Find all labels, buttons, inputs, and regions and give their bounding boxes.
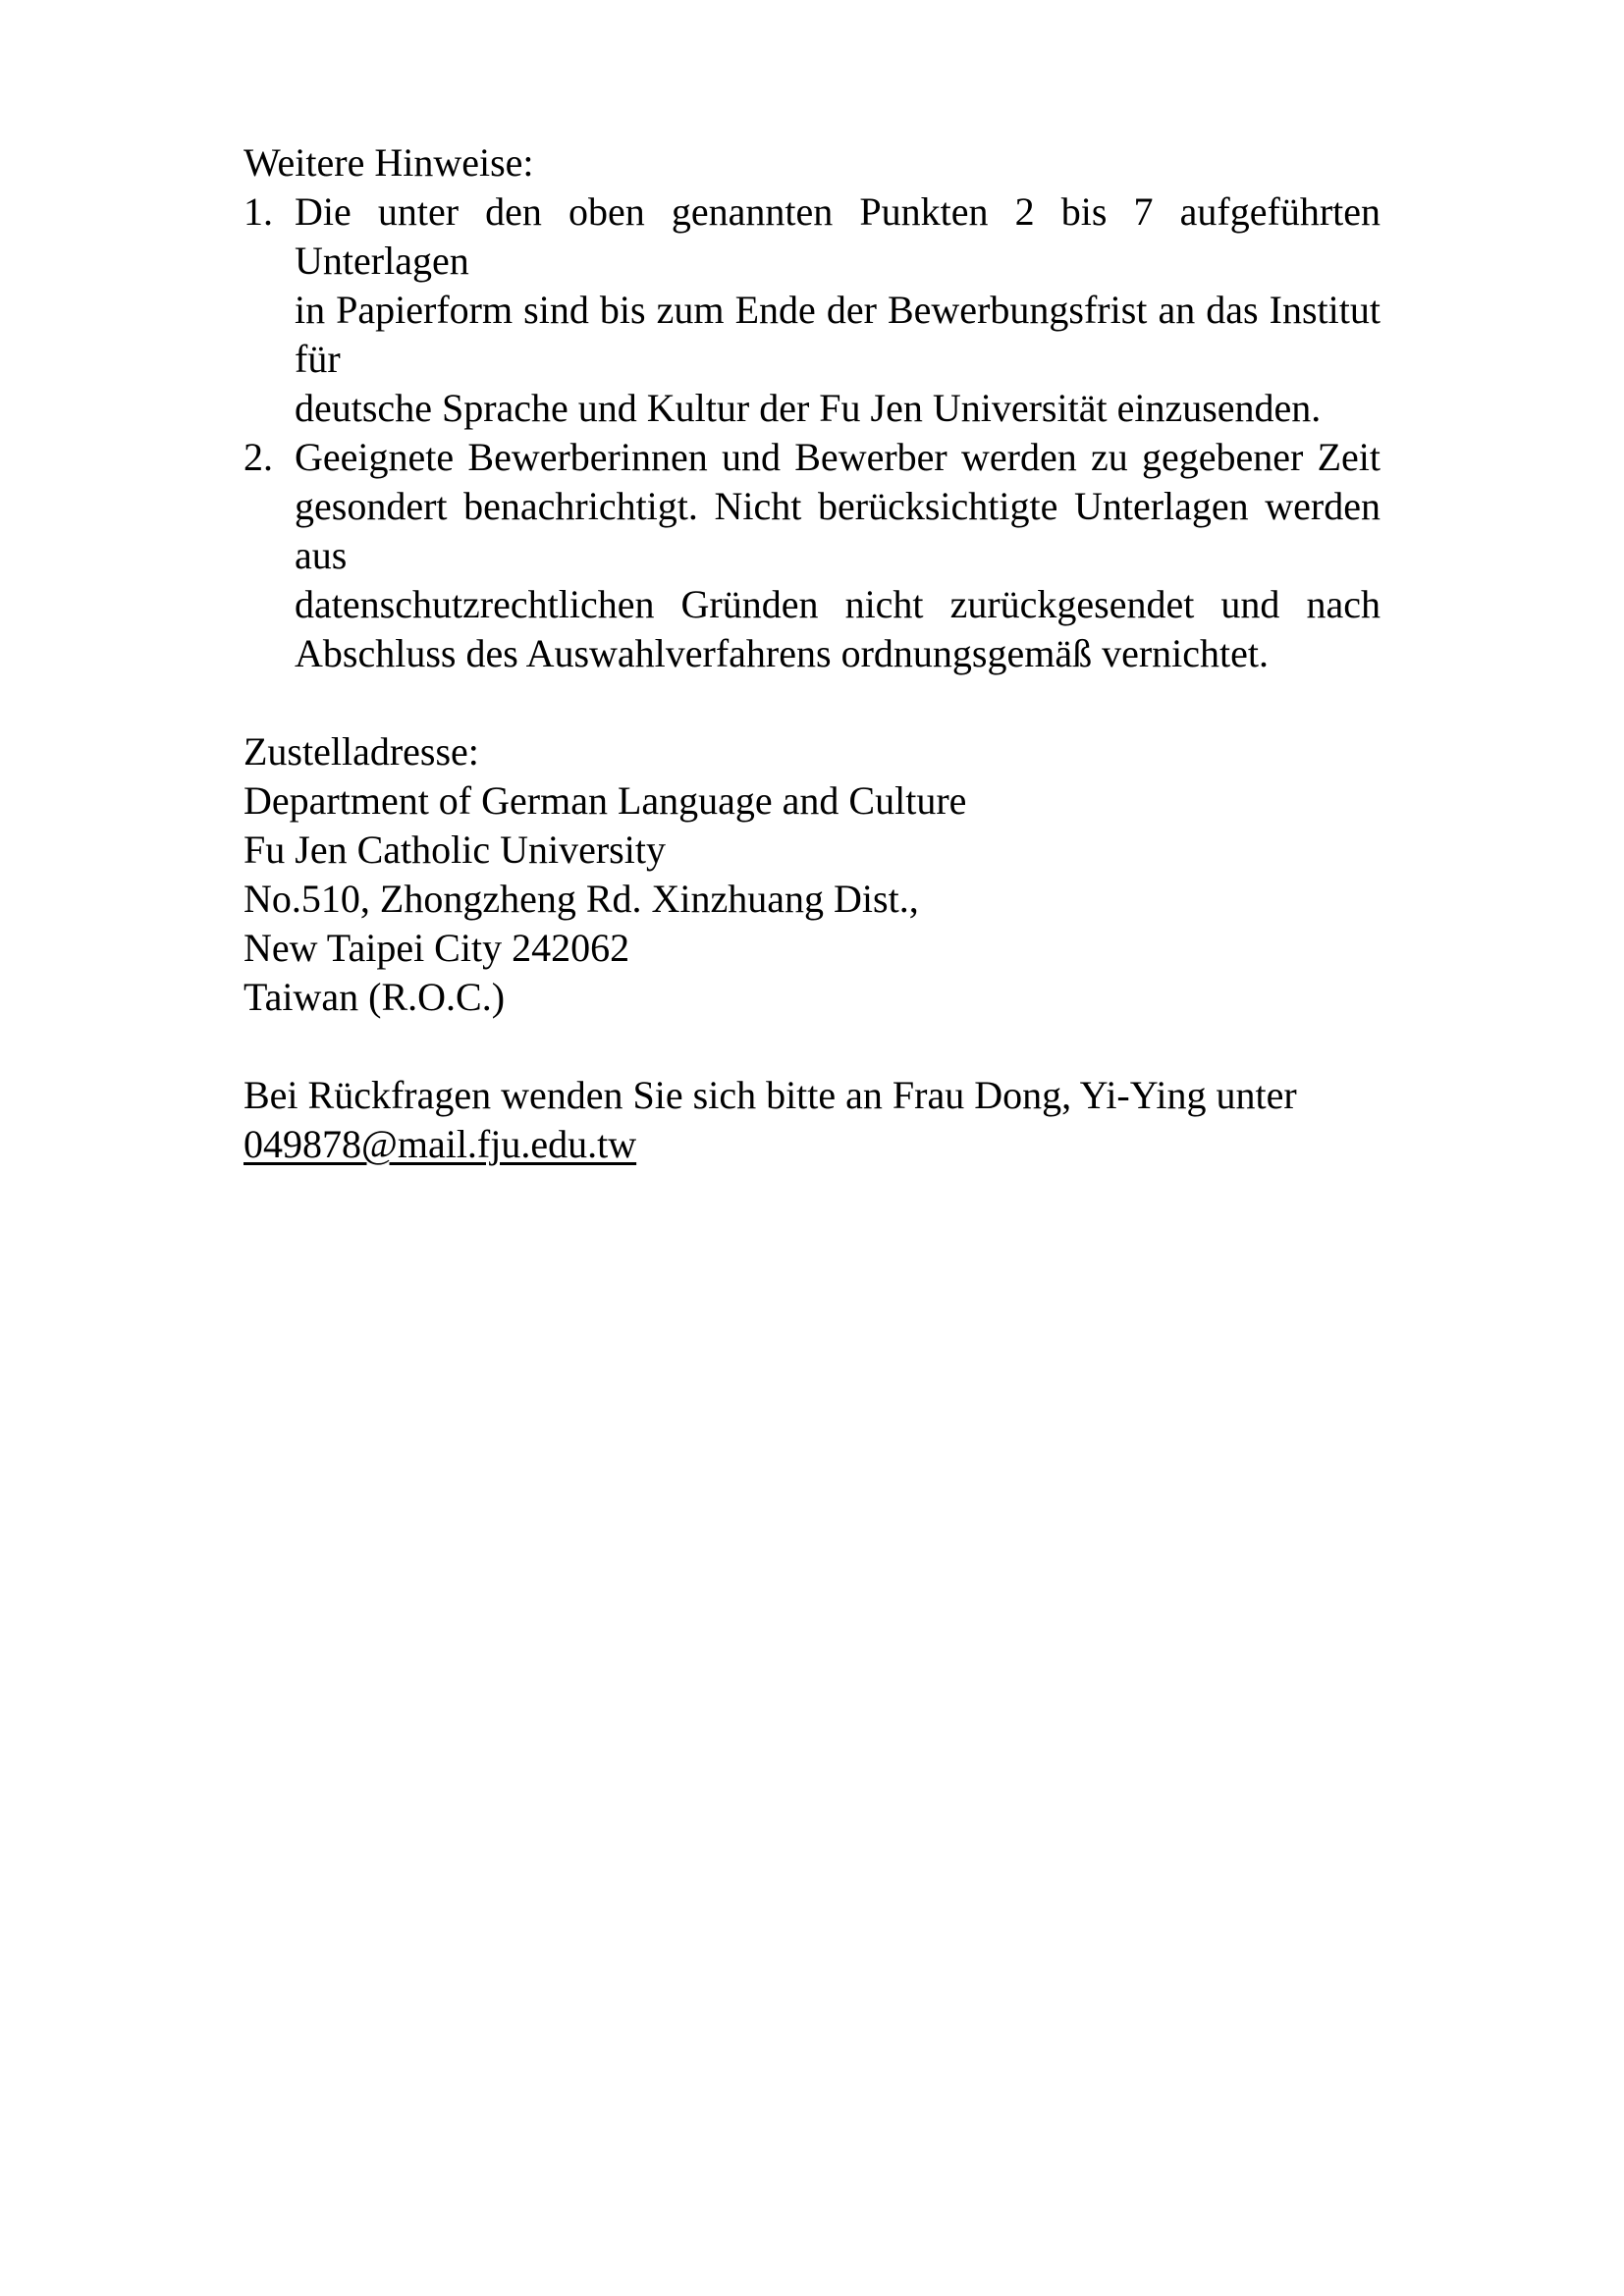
list-item-1 <box>244 187 1380 433</box>
address-line: Department of German Language and Culture <box>244 778 967 823</box>
list-item-2-line: Abschluss des Auswahlverfahrens ordnungsgemäß vernichtet. <box>295 631 1269 675</box>
list-item-2-line: datenschutzrechtlichen Gründen nicht zurückgesendet und nach <box>295 582 1380 626</box>
list-item-1-line: Die unter den oben genannten Punkten 2 bis 7 aufgeführten Unterlagen <box>295 189 1380 283</box>
section-heading: Weitere Hinweise: <box>244 140 534 185</box>
list-item-2-line: Geeignete Bewerberinnen und Bewerber werden zu gegebener Zeit <box>295 435 1380 479</box>
list-item-2-line: gesondert benachrichtigt. Nicht berücksichtigte Unterlagen werden aus <box>295 484 1380 577</box>
address-line: Taiwan (R.O.C.) <box>244 975 506 1019</box>
blank-line <box>244 1022 1380 1071</box>
list-item-2-number: 2. <box>244 435 273 479</box>
address-line: New Taipei City 242062 <box>244 926 630 970</box>
list-item-1-line: deutsche Sprache und Kultur der Fu Jen Universität einzusenden. <box>295 386 1322 430</box>
blank-line <box>244 678 1380 727</box>
address-label: Zustelladresse: <box>244 729 479 774</box>
list-item-1-number: 1. <box>244 189 273 234</box>
address-line: No.510, Zhongzheng Rd. Xinzhuang Dist., <box>244 877 919 921</box>
document-body <box>244 138 1380 1169</box>
email-link[interactable]: 049878@mail.fju.edu.tw <box>244 1122 637 1166</box>
address-line: Fu Jen Catholic University <box>244 828 666 872</box>
list-item-2 <box>244 433 1380 678</box>
contact-text: Bei Rückfragen wenden Sie sich bitte an Frau Dong, Yi-Ying unter <box>244 1073 1297 1117</box>
contact-email-line <box>244 1120 1380 1169</box>
list-item-1-line: in Papierform sind bis zum Ende der Bewerbungsfrist an das Institut für <box>295 288 1380 381</box>
